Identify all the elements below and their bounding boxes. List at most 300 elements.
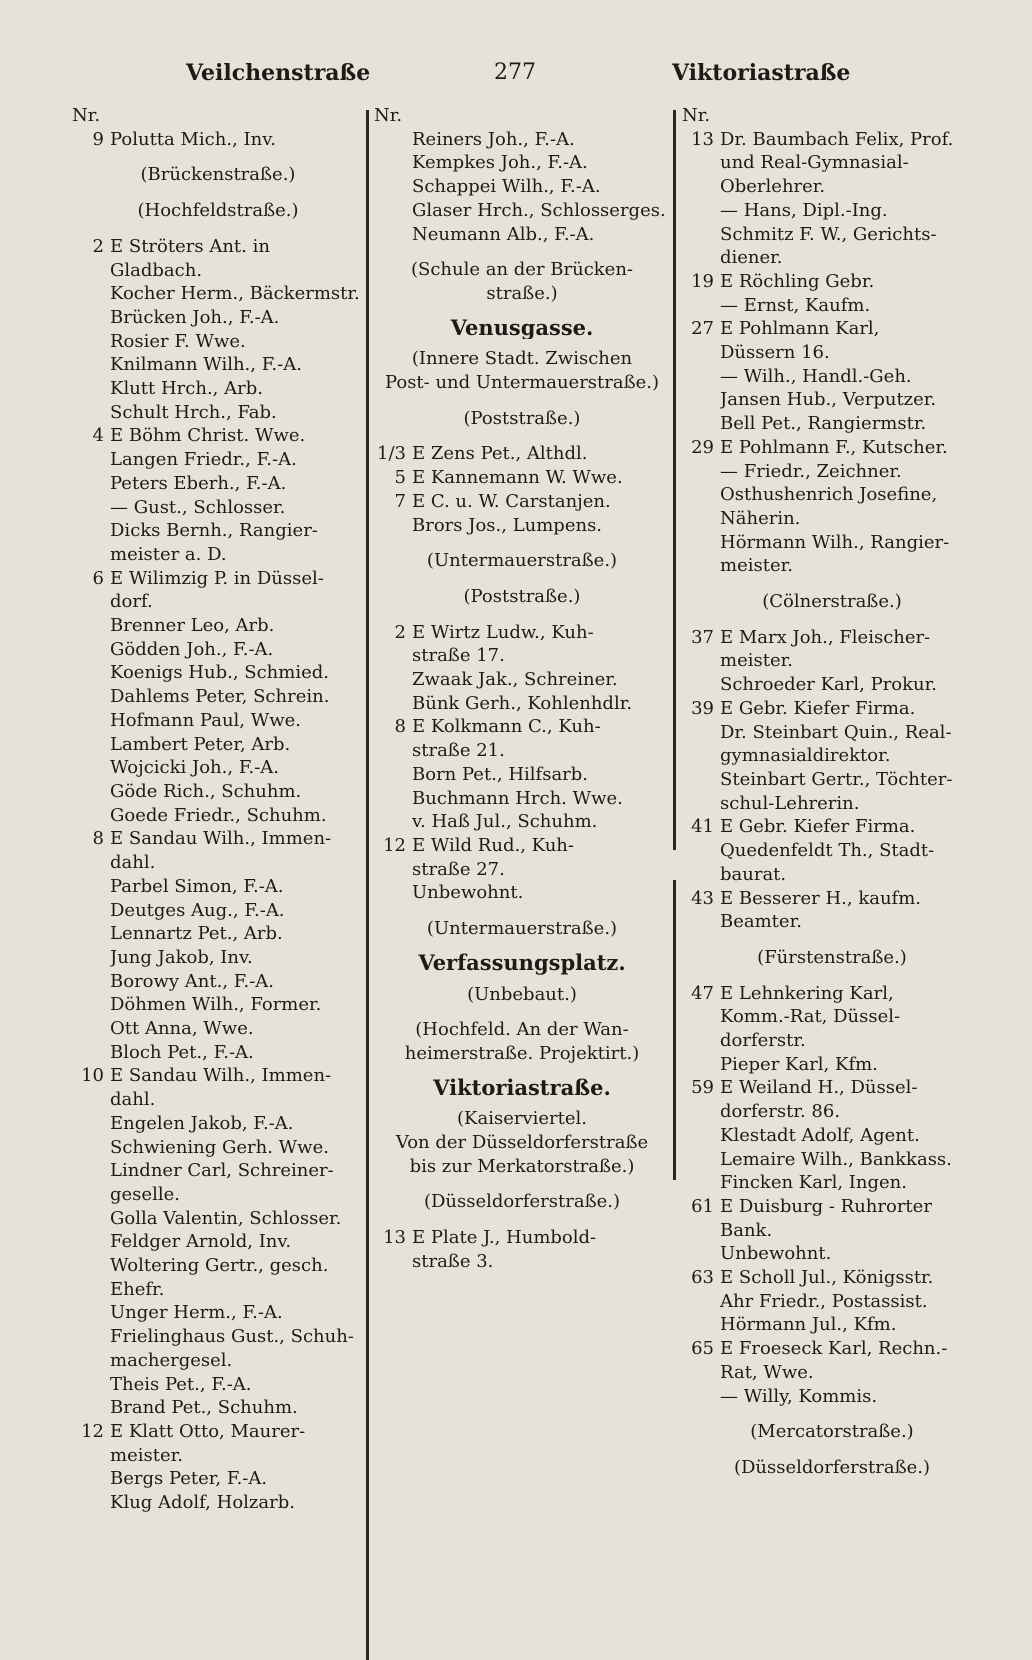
entry-text: E Plate J., Humbold-: [412, 1227, 597, 1249]
entry-text: Pieper Karl, Kfm.: [720, 1053, 878, 1075]
house-number: 9: [92, 128, 104, 150]
resident-entry: [682, 317, 982, 341]
house-number: [72, 1373, 110, 1397]
resident-entry: [72, 1254, 364, 1278]
spacer: [374, 609, 670, 621]
entry-text: E Sandau Wilh., Immen-: [110, 828, 332, 850]
house-number: [72, 353, 110, 377]
entry-continuation: [682, 151, 982, 175]
entry-text: meister.: [110, 1444, 183, 1466]
cross-street-note: Post- und Untermauerstraße.): [384, 372, 660, 394]
house-number: 12: [383, 834, 406, 856]
resident-entry: [72, 733, 364, 757]
entry-continuation: [682, 910, 982, 934]
house-number: [72, 330, 110, 354]
resident-entry: [72, 1467, 364, 1491]
entry-text: Borowy Ant., F.-A.: [110, 970, 275, 992]
house-number: [682, 412, 720, 436]
entry-text: — Friedr., Zeichner.: [720, 460, 902, 482]
entry-text: Rosier F. Wwe.: [110, 330, 246, 352]
entry-text: Osthushenrich Josefine,: [720, 484, 938, 506]
house-number: [72, 1041, 110, 1065]
entry-text: Schroeder Karl, Prokur.: [720, 674, 937, 696]
entry-text: E Pohlmann Karl,: [720, 318, 880, 340]
entry-text: Klutt Hrch., Arb.: [110, 378, 263, 400]
house-number: 41: [691, 816, 714, 838]
cross-street-note: (Düsseldorferstraße.): [423, 1191, 621, 1213]
house-number: [72, 993, 110, 1017]
page-header: [0, 56, 1032, 96]
entry-text: Düssern 16.: [720, 342, 830, 364]
column-3: [682, 104, 982, 1644]
entry-text: Döhmen Wilh., Former.: [110, 994, 322, 1016]
entry-text: Peters Eberh., F.-A.: [110, 472, 287, 494]
house-number: 65: [691, 1338, 714, 1360]
entry-continuation: [374, 644, 670, 668]
house-number: [72, 685, 110, 709]
cross-street-note: (Untermauerstraße.): [426, 550, 618, 572]
resident-entry: [682, 1290, 982, 1314]
header-right-street: Viktoriastraße: [672, 60, 851, 86]
entry-text: E Ströters Ant. in: [110, 235, 270, 257]
cross-street-note: (Poststraße.): [463, 407, 581, 429]
entry-text: Jung Jakob, Inv.: [110, 946, 253, 968]
entry-text: Komm.-Rat, Düssel-: [720, 1006, 901, 1028]
house-number: 19: [691, 270, 714, 292]
house-number: [72, 282, 110, 306]
entry-text: Lambert Peter, Arb.: [110, 733, 291, 755]
entry-text: Hofmann Paul, Wwe.: [110, 709, 302, 731]
entry-text: Schappei Wilh., F.-A.: [412, 176, 601, 198]
street-heading: Viktoriastraße.: [433, 1075, 611, 1100]
entry-text: Bünk Gerh., Kohlenhdlr.: [412, 692, 633, 714]
entry-text: Polutta Mich., Inv.: [110, 128, 276, 150]
resident-entry: [682, 412, 982, 436]
resident-entry: [72, 899, 364, 923]
house-number: [72, 638, 110, 662]
house-number: [374, 810, 412, 834]
house-number: [72, 1136, 110, 1160]
resident-entry: [682, 1385, 982, 1409]
entry-text: Langen Friedr., F.-A.: [110, 449, 297, 471]
house-number: [374, 175, 412, 199]
resident-entry: [374, 442, 670, 466]
entry-text: Deutges Aug., F.-A.: [110, 899, 285, 921]
spacer: [72, 223, 364, 235]
entry-text: E Röchling Gebr.: [720, 270, 875, 292]
entry-continuation: [682, 1029, 982, 1053]
entry-text: Bloch Pet., F.-A.: [110, 1041, 254, 1063]
entry-text: Gödden Joh., F.-A.: [110, 638, 274, 660]
entry-text: Unbewohnt.: [720, 1243, 832, 1265]
entry-text: Golla Valentin, Schlosser.: [110, 1207, 342, 1229]
resident-entry: [682, 839, 982, 863]
house-number: [72, 1467, 110, 1491]
house-number: [682, 1385, 720, 1409]
resident-entry: [374, 715, 670, 739]
entry-text: E Marx Joh., Fleischer-: [720, 626, 931, 648]
resident-entry: [682, 294, 982, 318]
entry-text: Näherin.: [720, 507, 801, 529]
entry-continuation: [682, 744, 982, 768]
house-number: [72, 804, 110, 828]
resident-entry: [682, 1076, 982, 1100]
cross-street-note: straße.): [486, 282, 558, 304]
resident-entry: [72, 424, 364, 448]
entry-text: E Zens Pet., Althdl.: [412, 443, 588, 465]
entry-text: Woltering Gertr., gesch.: [110, 1255, 329, 1277]
resident-entry: [72, 496, 364, 520]
entry-text: Fincken Karl, Ingen.: [720, 1172, 907, 1194]
house-number: 12: [81, 1420, 104, 1442]
resident-entry: [72, 1230, 364, 1254]
house-number: [374, 787, 412, 811]
house-number: [374, 763, 412, 787]
entry-text: Hörmann Wilh., Rangier-: [720, 531, 950, 553]
entry-continuation: [682, 341, 982, 365]
house-number: [682, 531, 720, 555]
column-1: [72, 104, 364, 1644]
entry-continuation: [72, 1088, 364, 1112]
resident-entry: [72, 330, 364, 354]
entry-continuation: [682, 246, 982, 270]
entry-text: gymnasialdirektor.: [720, 745, 891, 767]
entry-text: E Duisburg - Ruhrorter: [720, 1195, 932, 1217]
entry-continuation: [682, 1100, 982, 1124]
resident-entry: [682, 887, 982, 911]
entry-text: E Lehnkering Karl,: [720, 982, 894, 1004]
resident-entry: [72, 970, 364, 994]
house-number: [682, 839, 720, 863]
entry-text: Lemaire Wilh., Bankkass.: [720, 1148, 952, 1170]
house-number: 13: [691, 128, 714, 150]
house-number: [72, 661, 110, 685]
resident-entry: [72, 353, 364, 377]
resident-entry: [72, 1136, 364, 1160]
house-number: [682, 460, 720, 484]
spacer: [374, 573, 670, 585]
entry-text: Beamter.: [720, 911, 802, 933]
house-number: [72, 875, 110, 899]
house-number: 43: [691, 887, 714, 909]
resident-entry: [72, 1112, 364, 1136]
entry-text: E Gebr. Kiefer Firma.: [720, 816, 916, 838]
entry-text: Quedenfeldt Th., Stadt-: [720, 840, 935, 862]
resident-entry: [682, 768, 982, 792]
cross-street-note: (Fürstenstraße.): [757, 946, 907, 968]
entry-continuation: [682, 1005, 982, 1029]
entry-text: E Wirtz Ludw., Kuh-: [412, 621, 594, 643]
house-number: 13: [383, 1227, 406, 1249]
entry-text: E Böhm Christ. Wwe.: [110, 425, 306, 447]
entry-text: Frielinghaus Gust., Schuh-: [110, 1326, 354, 1348]
house-number: 27: [691, 318, 714, 340]
resident-entry: [682, 1124, 982, 1148]
entry-text: und Real-Gymnasial-: [720, 152, 909, 174]
entry-text: Reiners Joh., F.-A.: [412, 128, 575, 150]
entry-text: straße 21.: [412, 740, 505, 762]
resident-entry: [72, 128, 364, 152]
resident-entry: [72, 614, 364, 638]
entry-text: Schmitz F. W., Gerichts-: [720, 223, 937, 245]
header-left-street: Veilchenstraße: [186, 60, 371, 86]
house-number: [682, 1313, 720, 1337]
entry-continuation: [72, 1444, 364, 1468]
entry-text: straße 3.: [412, 1250, 494, 1272]
spacer: [374, 905, 670, 917]
resident-entry: [72, 875, 364, 899]
house-number: [72, 899, 110, 923]
house-number: [72, 1017, 110, 1041]
entry-text: — Wilh., Handl.-Geh.: [720, 365, 912, 387]
entry-text: Lennartz Pet., Arb.: [110, 923, 283, 945]
cross-street-note: (Kaiserviertel.: [457, 1108, 587, 1130]
resident-entry: [72, 827, 364, 851]
resident-entry: [682, 626, 982, 650]
spacer: [682, 970, 982, 982]
entry-text: Kempkes Joh., F.-A.: [412, 152, 588, 174]
cross-street-note: bis zur Merkatorstraße.): [409, 1155, 635, 1177]
resident-entry: [374, 128, 670, 152]
cross-street-note: (Mercatorstraße.): [750, 1421, 914, 1443]
resident-entry: [72, 472, 364, 496]
house-number: 39: [691, 697, 714, 719]
cross-street-note: (Poststraße.): [463, 585, 581, 607]
cross-street-note: (Hochfeldstraße.): [137, 200, 299, 222]
street-heading: Verfassungsplatz.: [418, 950, 626, 975]
entry-text: Bank.: [720, 1219, 773, 1241]
house-number: 4: [92, 425, 104, 447]
resident-entry: [374, 881, 670, 905]
entry-continuation: [72, 259, 364, 283]
spacer: [374, 430, 670, 442]
resident-entry: [682, 128, 982, 152]
spacer: [682, 578, 982, 590]
entry-text: E Sandau Wilh., Immen-: [110, 1065, 332, 1087]
resident-entry: [682, 1337, 982, 1361]
house-number: [72, 306, 110, 330]
house-number: [72, 1207, 110, 1231]
house-number: 37: [691, 626, 714, 648]
house-number: [682, 388, 720, 412]
entry-text: Parbel Simon, F.-A.: [110, 875, 284, 897]
house-number: [72, 1230, 110, 1254]
spacer: [682, 1444, 982, 1456]
house-number: [72, 970, 110, 994]
cross-street-note: (Schule an der Brücken-: [410, 259, 634, 281]
entry-text: dahl.: [110, 852, 156, 874]
entry-text: Wojcicki Joh., F.-A.: [110, 757, 280, 779]
entry-text: Ehefr.: [110, 1278, 165, 1300]
entry-text: E C. u. W. Carstanjen.: [412, 490, 611, 512]
cross-street-note: (Düsseldorferstraße.): [733, 1456, 931, 1478]
resident-entry: [72, 282, 364, 306]
resident-entry: [72, 709, 364, 733]
entry-text: — Ernst, Kaufm.: [720, 294, 871, 316]
resident-entry: [72, 1420, 364, 1444]
entry-continuation: [682, 1361, 982, 1385]
house-number: 59: [691, 1077, 714, 1099]
house-number: [682, 673, 720, 697]
spacer: [374, 1214, 670, 1226]
resident-entry: [682, 697, 982, 721]
house-number: [682, 1124, 720, 1148]
entry-text: Dicks Bernh., Rangier-: [110, 520, 318, 542]
resident-entry: [72, 1373, 364, 1397]
entry-continuation: [374, 1250, 670, 1274]
resident-entry: [72, 306, 364, 330]
resident-entry: [682, 1195, 982, 1219]
resident-entry: [374, 834, 670, 858]
resident-entry: [374, 787, 670, 811]
resident-entry: [374, 514, 670, 538]
resident-entry: [682, 436, 982, 460]
resident-entry: [682, 365, 982, 389]
entry-continuation: [682, 863, 982, 887]
entry-text: Ahr Friedr., Postassist.: [720, 1290, 928, 1312]
spacer: [374, 1006, 670, 1018]
resident-entry: [374, 151, 670, 175]
house-number: [682, 1053, 720, 1077]
resident-entry: [682, 1266, 982, 1290]
entry-text: Klestadt Adolf, Agent.: [720, 1124, 920, 1146]
entry-text: Born Pet., Hilfsarb.: [412, 763, 589, 785]
resident-entry: [374, 490, 670, 514]
resident-entry: [682, 270, 982, 294]
house-number: [374, 128, 412, 152]
entry-continuation: [72, 543, 364, 567]
entry-continuation: [682, 649, 982, 673]
house-number: [72, 472, 110, 496]
resident-entry: [682, 531, 982, 555]
resident-entry: [682, 1171, 982, 1195]
resident-entry: [682, 388, 982, 412]
entry-continuation: [72, 851, 364, 875]
entry-text: — Willy, Kommis.: [720, 1385, 878, 1407]
spacer: [682, 614, 982, 626]
house-number: [72, 377, 110, 401]
column-divider-1: [366, 110, 369, 1660]
entry-text: E Kolkmann C., Kuh-: [412, 716, 601, 738]
entry-text: v. Haß Jul., Schuhm.: [412, 811, 598, 833]
entry-text: E Gebr. Kiefer Firma.: [720, 697, 916, 719]
entry-continuation: [682, 175, 982, 199]
resident-entry: [72, 756, 364, 780]
house-number: [682, 1290, 720, 1314]
entry-text: Theis Pet., F.-A.: [110, 1373, 252, 1395]
resident-entry: [374, 175, 670, 199]
entry-text: dahl.: [110, 1089, 156, 1111]
cross-street-note: (Unbebaut.): [467, 983, 577, 1005]
entry-text: straße 27.: [412, 858, 505, 880]
house-number: [72, 614, 110, 638]
resident-entry: [72, 519, 364, 543]
entry-text: Zwaak Jak., Schreiner.: [412, 669, 618, 691]
resident-entry: [72, 922, 364, 946]
resident-entry: [682, 1313, 982, 1337]
column-divider-2-lower: [673, 880, 676, 1180]
resident-entry: [682, 815, 982, 839]
house-number: [72, 733, 110, 757]
entry-continuation: [682, 507, 982, 531]
entry-text: E Besserer H., kaufm.: [720, 887, 921, 909]
house-number: 7: [394, 490, 406, 512]
entry-text: meister a. D.: [110, 543, 227, 565]
house-number: [682, 1171, 720, 1195]
house-number: [374, 668, 412, 692]
entry-text: geselle.: [110, 1183, 180, 1205]
cross-street-note: heimerstraße. Projektirt.): [404, 1042, 640, 1064]
resident-entry: [72, 377, 364, 401]
entry-text: Kocher Herm., Bäckermstr.: [110, 283, 360, 305]
entry-text: Brors Jos., Lumpens.: [412, 514, 603, 536]
house-number: [682, 483, 720, 507]
entry-text: E Weiland H., Düssel-: [720, 1077, 918, 1099]
entry-text: Bell Pet., Rangiermstr.: [720, 413, 927, 435]
entry-text: diener.: [720, 247, 783, 269]
number-column-label: Nr.: [374, 105, 403, 126]
resident-entry: [374, 810, 670, 834]
resident-entry: [72, 804, 364, 828]
resident-entry: [72, 1396, 364, 1420]
entry-text: E Klatt Otto, Maurer-: [110, 1420, 306, 1442]
cross-street-note: (Untermauerstraße.): [426, 918, 618, 940]
resident-entry: [72, 993, 364, 1017]
resident-entry: [72, 1017, 364, 1041]
number-column-label: Nr.: [72, 105, 101, 126]
spacer: [72, 187, 364, 199]
entry-text: Steinbart Gertr., Töchter-: [720, 768, 953, 790]
spacer: [682, 934, 982, 946]
entry-text: Dr. Baumbach Felix, Prof.: [720, 128, 954, 150]
resident-entry: [72, 567, 364, 591]
entry-text: Ott Anna, Wwe.: [110, 1018, 254, 1040]
house-number: [72, 1396, 110, 1420]
house-number: [374, 514, 412, 538]
house-number: [682, 199, 720, 223]
entry-text: Engelen Jakob, F.-A.: [110, 1112, 294, 1134]
entry-text: Feldger Arnold, Inv.: [110, 1231, 292, 1253]
house-number: 61: [691, 1195, 714, 1217]
resident-entry: [72, 1041, 364, 1065]
entry-text: meister.: [720, 555, 793, 577]
entry-text: baurat.: [720, 863, 787, 885]
cross-street-note: Von der Düsseldorferstraße: [395, 1132, 649, 1154]
entry-text: Brand Pet., Schuhm.: [110, 1397, 298, 1419]
entry-text: Buchmann Hrch. Wwe.: [412, 787, 623, 809]
entry-continuation: [72, 1349, 364, 1373]
house-number: [72, 1159, 110, 1183]
house-number: [72, 1325, 110, 1349]
entry-text: Rat, Wwe.: [720, 1361, 814, 1383]
house-number: [72, 1254, 110, 1278]
entry-continuation: [72, 1183, 364, 1207]
entry-text: schul-Lehrerin.: [720, 792, 860, 814]
entry-text: E Kannemann W. Wwe.: [412, 467, 623, 489]
entry-text: Knilmann Wilh., F.-A.: [110, 354, 302, 376]
resident-entry: [72, 448, 364, 472]
house-number: 6: [92, 567, 104, 589]
house-number: [72, 401, 110, 425]
entry-text: — Hans, Dipl.-Ing.: [720, 199, 888, 221]
resident-entry: [72, 1207, 364, 1231]
resident-entry: [72, 1064, 364, 1088]
cross-street-note: (Brückenstraße.): [140, 164, 296, 186]
house-number: [682, 721, 720, 745]
spacer: [682, 1408, 982, 1420]
entry-text: E Pohlmann F., Kutscher.: [720, 436, 948, 458]
entry-continuation: [682, 792, 982, 816]
